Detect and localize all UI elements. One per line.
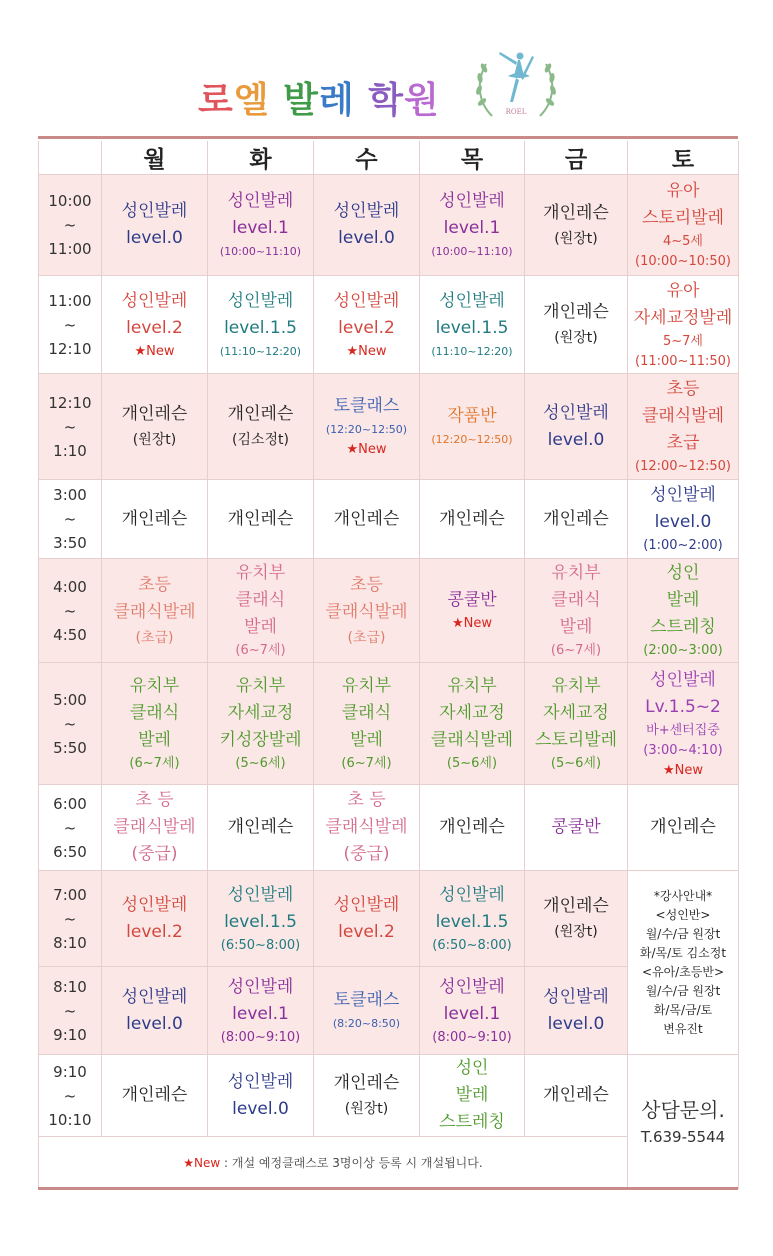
class-cell <box>102 871 208 967</box>
class-cell-line: 개인레슨 <box>543 302 609 322</box>
class-cell-line: (6~7세) <box>341 756 392 771</box>
class-cell <box>102 1055 208 1137</box>
class-cell-line: (12:00~12:50) <box>635 459 731 474</box>
class-cell <box>208 276 314 374</box>
class-cell-line: 개인레슨 <box>543 202 609 223</box>
class-cell <box>628 175 739 276</box>
class-cell-line: 클래식발레 <box>325 817 408 837</box>
class-cell-line: level.1 <box>232 1003 289 1024</box>
class-cell-line: 스트레칭 <box>439 1112 505 1132</box>
class-cell-line: 초등 <box>138 574 171 595</box>
class-cell-line: 클래식발레 <box>641 406 725 426</box>
time-slot-cell <box>39 785 102 871</box>
class-cell-line: 성인발레 <box>439 976 505 997</box>
title-char: 레 <box>318 80 355 121</box>
class-cell-line: level.2 <box>338 317 395 338</box>
class-cell <box>420 967 525 1055</box>
time-slot-text: ~ <box>63 714 77 733</box>
time-slot-cell <box>39 663 102 785</box>
class-cell-line: 초 등 <box>347 790 386 810</box>
time-slot-text: 5:00 <box>53 690 87 709</box>
class-cell-line: (6:50~8:00) <box>432 937 512 953</box>
class-cell-line: 성인발레 <box>333 290 400 311</box>
class-cell-line: 성인발레 <box>121 894 188 915</box>
time-slot-text: 8:10 <box>53 933 87 952</box>
time-slot-text: 7:00 <box>53 885 87 904</box>
class-cell <box>525 559 628 663</box>
class-cell-line: 성인발레 <box>121 986 188 1007</box>
day-header-mon: 월 <box>102 141 208 175</box>
timetable-row <box>39 663 739 785</box>
title-char <box>270 80 284 121</box>
class-cell <box>525 175 628 276</box>
time-slot-text: 4:00 <box>53 577 87 596</box>
timetable-row <box>39 480 739 559</box>
time-slot-text: 9:10 <box>53 1062 87 1081</box>
class-cell <box>628 559 739 663</box>
class-cell-line: (초급) <box>347 629 386 646</box>
class-cell-line: 개인레슨 <box>439 817 505 837</box>
day-header-wed: 수 <box>314 141 420 175</box>
timetable-row <box>39 559 739 663</box>
class-cell-line: level.0 <box>547 429 605 450</box>
timetable <box>38 141 739 1189</box>
class-cell-line: 성인발레 <box>121 201 188 221</box>
class-cell-line: 발레 <box>244 617 277 637</box>
contact-cell <box>628 1055 739 1189</box>
contact-phone: T.639-5544 <box>640 1128 726 1146</box>
class-cell-line: 개인레슨 <box>121 1085 188 1105</box>
class-cell-line: 개인레슨 <box>333 508 400 529</box>
time-slot-cell <box>39 559 102 663</box>
class-cell-line: 성인발레 <box>227 191 294 211</box>
time-slot-cell <box>39 175 102 276</box>
class-cell-line: level.1.5 <box>435 317 509 338</box>
time-slot-text: 8:10 <box>53 977 87 996</box>
class-cell-line: (2:00~3:00) <box>643 643 723 658</box>
class-cell-line: 자세교정 <box>227 703 294 723</box>
time-slot-text: 10:00 <box>48 192 92 210</box>
class-cell <box>102 559 208 663</box>
class-cell-line: 발레 <box>666 590 700 610</box>
class-cell <box>208 480 314 559</box>
class-cell-line: 자세교정 <box>439 703 505 723</box>
academy-title <box>198 72 440 123</box>
class-cell-line: 개인레슨 <box>543 1085 609 1105</box>
class-cell <box>208 871 314 967</box>
class-cell-line: 토클래스 <box>333 990 400 1010</box>
class-cell <box>420 1055 525 1137</box>
title-char: 학 <box>368 80 404 121</box>
class-cell-line: level.1.5 <box>224 317 297 338</box>
class-cell-line: 성인발레 <box>543 986 609 1007</box>
class-cell-line: 성인 <box>666 563 700 583</box>
class-cell-line: 개인레슨 <box>543 508 609 529</box>
class-cell-line: 성인발레 <box>121 290 188 311</box>
class-cell <box>314 785 420 871</box>
class-cell-line: ★New <box>134 343 175 359</box>
class-cell-line: (11:10~12:20) <box>219 344 302 358</box>
instructor-note-line: 화/목/금/토 <box>653 1002 713 1017</box>
title-char: 로 <box>198 80 234 121</box>
class-cell-line: 유치부 <box>551 676 601 696</box>
contact-label: 상담문의. <box>641 1098 725 1122</box>
class-cell-line: (김소정t) <box>232 432 289 448</box>
class-cell-line: (6:50~8:00) <box>220 937 301 953</box>
time-slot-text: 6:00 <box>53 794 87 813</box>
class-cell-line: level.0 <box>232 1098 289 1119</box>
class-cell <box>628 276 739 374</box>
class-cell-line: (10:00~11:10) <box>219 245 302 258</box>
class-cell-line: (5~6세) <box>235 756 286 771</box>
class-cell-line: (5~6세) <box>446 756 498 771</box>
class-cell-line: 성인발레 <box>333 894 400 915</box>
class-cell-line: 초등 <box>350 574 383 595</box>
class-cell-line: 유치부 <box>129 676 180 696</box>
class-cell-line: 개인레슨 <box>121 508 188 529</box>
time-slot-text: 3:50 <box>53 534 87 552</box>
day-header-sat: 토 <box>628 141 739 175</box>
class-cell-line: 콩쿨반 <box>447 590 497 610</box>
class-cell-line: (초급) <box>135 629 174 646</box>
class-cell-line: level.2 <box>126 921 183 942</box>
class-cell-line: (12:20~12:50) <box>325 423 408 436</box>
class-cell-line: level.0 <box>547 1013 605 1034</box>
time-slot-cell <box>39 1055 102 1137</box>
time-slot-cell <box>39 480 102 559</box>
timetable-row <box>39 785 739 871</box>
time-slot-text: 12:10 <box>48 393 92 412</box>
class-cell-line: 개인레슨 <box>543 896 609 916</box>
class-cell-line: (6~7세) <box>550 643 602 658</box>
class-cell-line: 성인발레 <box>543 402 609 423</box>
class-cell-line: ★New <box>346 442 387 457</box>
class-cell <box>314 374 420 480</box>
class-cell <box>208 1055 314 1137</box>
class-cell-line: level.0 <box>654 512 712 532</box>
timetable-row <box>39 374 739 480</box>
class-cell-line: 유치부 <box>551 563 601 583</box>
class-cell-line: level.1.5 <box>224 911 297 932</box>
class-cell <box>314 559 420 663</box>
class-cell <box>102 175 208 276</box>
class-cell <box>208 663 314 785</box>
class-cell-line: 토클래스 <box>333 396 400 416</box>
class-cell <box>314 480 420 559</box>
class-cell-line: 성인발레 <box>650 485 716 505</box>
corner-cell <box>39 141 102 175</box>
class-cell <box>525 276 628 374</box>
class-cell-line: level.1 <box>443 1003 501 1024</box>
class-cell-line: (1:00~2:00) <box>643 538 723 553</box>
class-cell <box>420 559 525 663</box>
time-slot-text: ~ <box>63 909 77 928</box>
class-cell-line: 개인레슨 <box>227 404 294 424</box>
class-cell <box>420 663 525 785</box>
class-cell-line: 개인레슨 <box>439 508 505 529</box>
class-cell-line: 자세교정발레 <box>633 307 733 328</box>
class-cell-line: (5~6세) <box>550 756 602 771</box>
class-cell-line: 작품반 <box>447 406 497 426</box>
time-slot-text: ~ <box>63 315 77 334</box>
ballerina-logo-icon <box>470 42 562 128</box>
time-slot-text: 1:10 <box>53 441 87 460</box>
class-cell-line: (12:20~12:50) <box>431 433 513 446</box>
class-cell-line: level.1 <box>443 218 501 238</box>
title-char: 발 <box>283 80 319 121</box>
time-slot-text: 12:10 <box>48 339 92 358</box>
class-cell-line: (10:00~10:50) <box>635 254 731 269</box>
class-cell-line: 초급 <box>666 433 700 453</box>
class-cell-line: 성인발레 <box>227 1071 294 1092</box>
class-cell-line: ★New <box>662 762 703 778</box>
class-cell-line: 클래식 <box>341 703 392 723</box>
class-cell <box>525 374 628 480</box>
class-cell-line: 클래식발레 <box>325 601 408 622</box>
class-cell-line: 클래식 <box>235 590 286 610</box>
class-cell <box>102 663 208 785</box>
time-slot-text: 6:50 <box>53 842 87 861</box>
class-cell-line: 클래식발레 <box>113 601 196 622</box>
instructor-note-line: <성인반> <box>655 907 711 922</box>
class-cell-line: 발레 <box>138 730 171 750</box>
class-cell-line: 유치부 <box>341 676 392 696</box>
day-header-tue: 화 <box>208 141 314 175</box>
class-cell-line: 발레 <box>455 1085 489 1105</box>
class-cell-line: (6~7세) <box>129 756 180 771</box>
class-cell-line: 성인발레 <box>333 201 400 221</box>
class-cell-line: (11:00~11:50) <box>635 353 731 369</box>
class-cell-line: (8:00~9:10) <box>220 1029 301 1045</box>
class-cell <box>628 480 739 559</box>
time-slot-text: ~ <box>63 216 77 234</box>
time-slot-text: ~ <box>63 417 77 436</box>
class-cell <box>208 374 314 480</box>
instructor-note-line: *강사안내* <box>653 888 713 903</box>
time-slot-cell <box>39 276 102 374</box>
class-cell-line: (3:00~4:10) <box>643 742 723 758</box>
class-cell <box>314 175 420 276</box>
footnote-text: : 개설 예정클래스로 3명이상 등록 시 개설됩니다. <box>220 1156 483 1171</box>
class-cell <box>420 871 525 967</box>
class-cell-line: 유치부 <box>447 676 497 696</box>
instructor-note-line: 화/목/토 김소정t <box>639 945 727 960</box>
class-cell-line: 4~5세 <box>663 234 703 249</box>
class-cell <box>314 871 420 967</box>
class-cell-line: (10:00~11:10) <box>431 245 513 258</box>
class-cell <box>314 663 420 785</box>
top-rule <box>38 136 738 139</box>
class-cell <box>102 967 208 1055</box>
class-cell-line: (원장t) <box>554 330 598 346</box>
class-cell-line: 클래식발레 <box>430 730 514 750</box>
class-cell <box>420 785 525 871</box>
class-cell-line: (중급) <box>131 844 178 864</box>
class-cell-line: Lv.1.5~2 <box>645 696 721 717</box>
class-cell <box>525 1055 628 1137</box>
class-cell-line: 개인레슨 <box>650 817 716 837</box>
instructor-note-line: <유아/초등반> <box>641 964 725 979</box>
timetable-row <box>39 276 739 374</box>
time-slot-text: 4:50 <box>53 625 87 644</box>
timetable-body <box>39 175 739 1189</box>
class-cell-line: 개인레슨 <box>333 1073 400 1093</box>
time-slot-cell <box>39 871 102 967</box>
class-cell <box>314 1055 420 1137</box>
class-cell <box>102 276 208 374</box>
class-cell-line: 성인발레 <box>227 976 294 997</box>
class-cell-line: 발레 <box>559 617 593 637</box>
instructor-note-line: 월/수/금 원장t <box>645 926 721 941</box>
class-cell-line: level.2 <box>126 317 183 338</box>
class-cell <box>420 276 525 374</box>
class-cell-line: 성인발레 <box>650 669 716 690</box>
class-cell-line: (원장t) <box>344 1101 389 1117</box>
class-cell-line: 성인발레 <box>227 884 294 905</box>
class-cell <box>208 785 314 871</box>
class-cell-line: 스트레칭 <box>650 617 716 637</box>
time-slot-text: 3:00 <box>53 486 87 504</box>
class-cell <box>208 559 314 663</box>
timetable-row <box>39 871 739 967</box>
class-cell-line: 유치부 <box>235 676 286 696</box>
class-cell <box>314 276 420 374</box>
class-cell-line: (8:20~8:50) <box>332 1017 401 1030</box>
time-slot-text: ~ <box>63 510 77 528</box>
class-cell-line: 콩쿨반 <box>551 817 601 837</box>
class-cell <box>102 480 208 559</box>
class-cell-line: ★New <box>346 343 387 359</box>
class-cell-line: 자세교정 <box>543 703 609 723</box>
time-slot-text: 5:50 <box>53 738 87 757</box>
class-cell <box>420 175 525 276</box>
class-cell-line: ★New <box>451 616 492 631</box>
instructor-note-cell <box>628 871 739 1055</box>
svg-text:ROEL: ROEL <box>505 108 527 116</box>
class-cell <box>420 374 525 480</box>
class-cell <box>208 967 314 1055</box>
time-slot-text: 9:10 <box>53 1025 87 1044</box>
time-slot-text: 11:00 <box>48 291 92 310</box>
class-cell <box>628 785 739 871</box>
class-cell-line: 스토리발레 <box>534 730 618 750</box>
instructor-note-line: 월/수/금 원장t <box>645 983 721 998</box>
class-cell-line: 성인 <box>455 1058 489 1078</box>
class-cell-line: 개인레슨 <box>227 508 294 529</box>
class-cell-line: level.2 <box>338 921 395 942</box>
bottom-rule <box>38 1187 738 1190</box>
class-cell-line: 발레 <box>350 730 383 750</box>
class-cell-line: 클래식 <box>551 590 601 610</box>
class-cell-line: 성인발레 <box>439 884 505 905</box>
class-cell <box>208 175 314 276</box>
class-cell-line: (중급) <box>343 844 390 864</box>
class-cell-line: 유아 <box>666 280 700 301</box>
class-cell <box>525 871 628 967</box>
class-cell-line: (6~7세) <box>235 643 286 658</box>
class-cell-line: 클래식발레 <box>113 817 196 837</box>
class-cell <box>102 785 208 871</box>
class-cell-line: level.0 <box>126 228 183 248</box>
time-slot-cell <box>39 374 102 480</box>
time-slot-cell <box>39 967 102 1055</box>
class-cell-line: 스토리발레 <box>641 208 725 228</box>
time-slot-text: ~ <box>63 1086 77 1105</box>
time-slot-text: 10:10 <box>48 1110 92 1129</box>
title-char: 원 <box>404 80 440 121</box>
class-cell-line: (8:00~9:10) <box>432 1029 512 1045</box>
class-cell-line: 유아 <box>666 181 700 201</box>
time-slot-text: ~ <box>63 1001 77 1020</box>
class-cell <box>525 785 628 871</box>
class-cell-line: (원장t) <box>554 924 598 940</box>
class-cell-line: level.1.5 <box>435 911 509 932</box>
class-cell-line: 키성장발레 <box>219 730 302 750</box>
time-slot-text: ~ <box>63 601 77 620</box>
time-slot-text: 11:00 <box>48 240 92 258</box>
class-cell-line: 초등 <box>666 379 700 399</box>
class-cell <box>525 663 628 785</box>
class-cell-line: 5~7세 <box>663 333 703 349</box>
instructor-note-line: 변유진t <box>663 1021 703 1036</box>
class-cell <box>525 967 628 1055</box>
class-cell <box>102 374 208 480</box>
class-cell-line: 유치부 <box>235 563 286 583</box>
class-cell <box>628 374 739 480</box>
day-header-fri: 금 <box>525 141 628 175</box>
class-cell <box>420 480 525 559</box>
day-header-thu: 목 <box>420 141 525 175</box>
class-cell-line: 개인레슨 <box>121 404 188 424</box>
class-cell-line: 성인발레 <box>439 290 505 311</box>
class-cell-line: 개인레슨 <box>227 817 294 837</box>
class-cell-line: (원장t) <box>554 230 598 247</box>
class-cell-line: 바+센터집중 <box>646 722 720 738</box>
class-cell <box>314 967 420 1055</box>
class-cell-line: 클래식 <box>129 703 180 723</box>
class-cell <box>628 663 739 785</box>
class-cell-line: 초 등 <box>135 790 174 810</box>
title-char <box>355 80 369 121</box>
class-cell-line: 성인발레 <box>439 191 505 211</box>
class-cell-line: (11:10~12:20) <box>431 344 513 358</box>
footnote-cell <box>39 1137 628 1189</box>
timetable-row <box>39 1055 739 1137</box>
new-star-label: ★New <box>183 1156 221 1171</box>
class-cell-line: (원장t) <box>132 432 177 448</box>
day-header-row <box>39 141 739 175</box>
title-char: 엘 <box>233 80 270 121</box>
time-slot-text: ~ <box>63 818 77 837</box>
class-cell-line: level.0 <box>338 228 395 248</box>
timetable-row <box>39 175 739 276</box>
class-cell-line: level.0 <box>126 1013 183 1034</box>
class-cell <box>525 480 628 559</box>
class-cell-line: level.1 <box>232 218 289 238</box>
class-cell-line: 성인발레 <box>227 290 294 311</box>
